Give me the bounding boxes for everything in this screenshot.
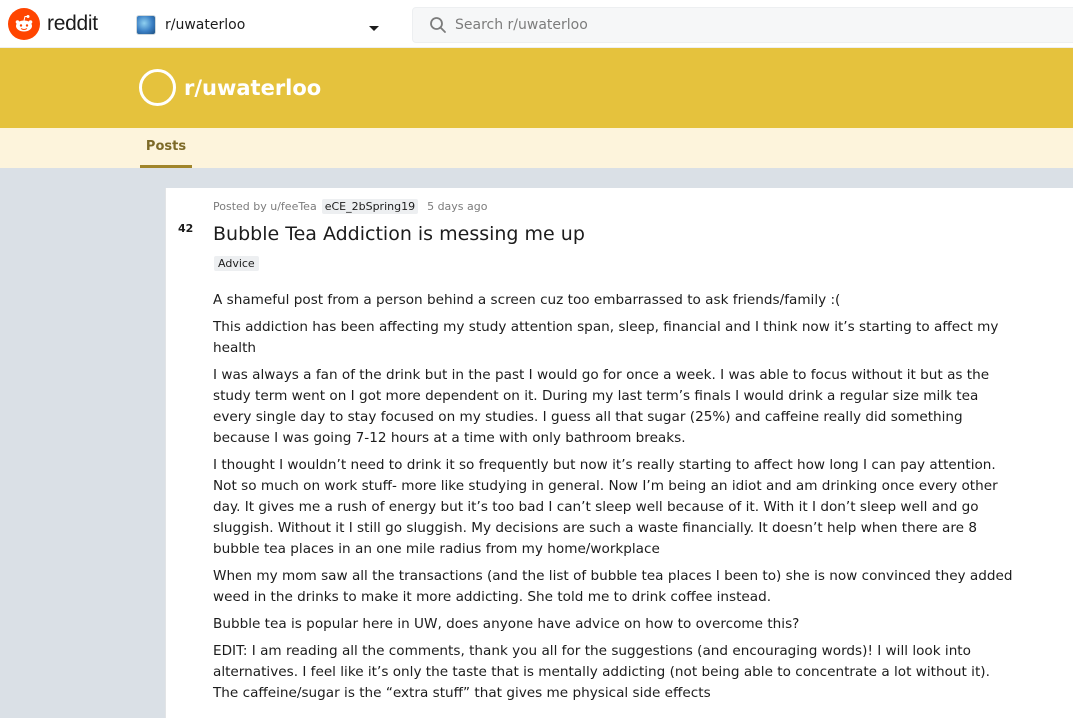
post-paragraph: I was always a fan of the drink but in the past I would go for once a week. I was able to focus without it but as the study term went on I got more dependent on it. During my last term’s finals I would drink a regular size milk tea every single day to stay focused on my studies. I guess all that sugar (25%) and caffeine really did something because I was going 7-12 hours at a time with only bathroom breaks. <box>213 367 990 446</box>
search-input[interactable] <box>455 17 955 33</box>
post-paragraph: When my mom saw all the transactions (and the list of bubble tea places I been to) she is now convinced they added weed in the drinks to make it more addicting. She told me to drink coffee instead. <box>213 568 1013 605</box>
tab-posts[interactable]: Posts <box>140 128 192 168</box>
search-icon <box>429 16 447 34</box>
community-tab-bar <box>0 128 1073 168</box>
reddit-logo-icon <box>8 8 40 40</box>
post-author[interactable]: Posted by u/feeTea <box>213 200 317 213</box>
post-paragraph: Bubble tea is popular here in UW, does anyone have advice on how to overcome this? <box>213 616 800 632</box>
subreddit-avatar-icon <box>136 15 156 35</box>
search-bar <box>412 7 1073 43</box>
post-paragraph: I thought I wouldn’t need to drink it so frequently but now it’s really starting to affect how long I can pay attention. Not so much on work stuff- more like studying in general. Now I’m being an idiot and am drinking once every other day. It gives me a rush of energy but it’s too bad I can’t sleep well because of it. With it I don’t sleep well and go sluggish. Without it I still go sluggish. My decisions are such a waste financially. It doesn’t help when there are 8 bubble tea places in an one mile radius from my home/workplace <box>213 457 998 557</box>
post-card <box>165 188 1073 718</box>
vote-count: 42 <box>178 222 194 235</box>
post-timestamp[interactable]: 5 days ago <box>427 200 488 213</box>
community-title: r/uwaterloo <box>184 76 322 100</box>
post-meta <box>213 199 488 214</box>
post-title: Bubble Tea Addiction is messing me up <box>213 223 585 245</box>
post-paragraph: A shameful post from a person behind a screen cuz too embarrassed to ask friends/family :( <box>213 292 841 308</box>
community-banner <box>0 48 1073 128</box>
post-paragraph: EDIT: I am reading all the comments, thank you all for the suggestions (and encouraging words)! I will look into alternatives. I feel like it’s only the taste that is mentally addicting (not being able to concentrate a lot without it). The caffeine/sugar is the “extra stuff” that gives me physical side effects <box>213 643 990 701</box>
community-selector-label: r/uwaterloo <box>165 17 246 33</box>
user-flair-badge: eCE_2bSpring19 <box>322 199 418 214</box>
community-icon <box>139 69 176 106</box>
top-navbar <box>0 0 1073 48</box>
post-body <box>213 290 1018 710</box>
community-selector-dropdown[interactable] <box>136 12 386 38</box>
reddit-wordmark: reddit <box>47 12 98 35</box>
reddit-home-link[interactable] <box>8 8 98 40</box>
chevron-down-icon <box>368 20 380 38</box>
post-flair-badge[interactable]: Advice <box>214 256 259 271</box>
post-paragraph: This addiction has been affecting my study attention span, sleep, financial and I think now it’s starting to affect my health <box>213 319 999 356</box>
